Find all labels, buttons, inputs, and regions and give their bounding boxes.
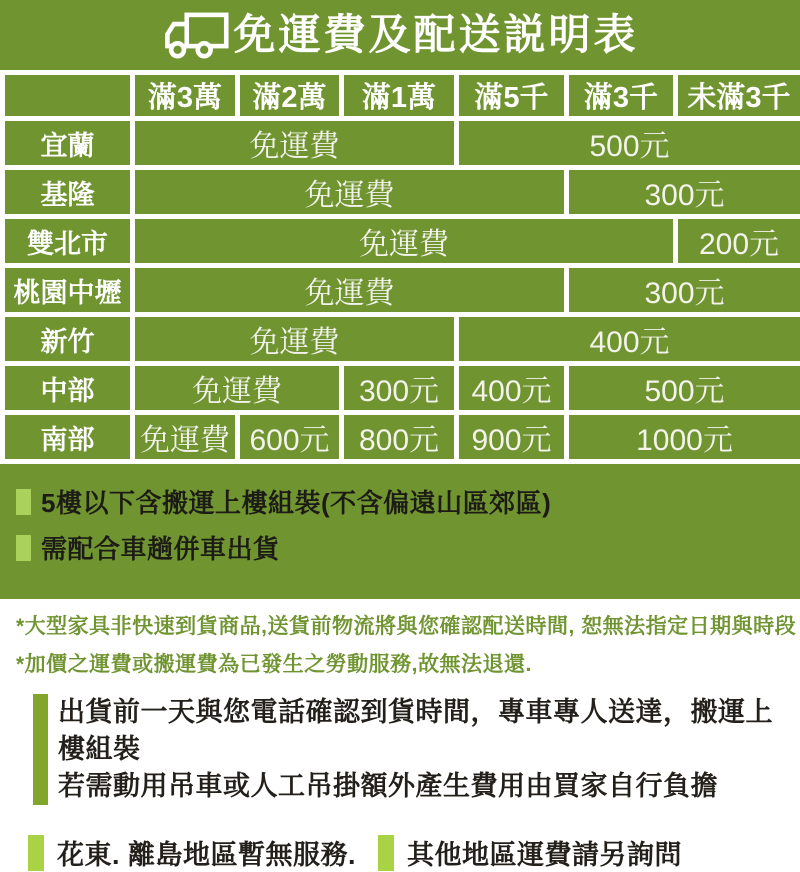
region-label: 桃園中壢 [3, 266, 133, 315]
square-bullet-icon [16, 535, 31, 561]
fee-cell: 800元 [342, 413, 457, 462]
fee-cell: 免運費 [133, 217, 676, 266]
note-other-areas [378, 833, 682, 872]
panel-notes [0, 464, 800, 599]
table-row-keelung [3, 168, 800, 217]
fee-cell: 免運費 [133, 119, 457, 168]
table-row-hsinchu [3, 315, 800, 364]
table-row-yilan [3, 119, 800, 168]
table-row-taipei [3, 217, 800, 266]
note-combined-shipping [16, 529, 800, 566]
fee-cell: 300元 [567, 266, 800, 315]
page-title: 免運費及配送説明表 [233, 14, 638, 56]
delivery-note-line1: 出貨前一天與您電話確認到貨時間，專車專人送達，搬運上樓組裝 [58, 694, 800, 768]
delivery-truck-icon [161, 12, 229, 60]
corner-cell [3, 73, 133, 119]
fee-cell: 500元 [567, 364, 800, 413]
region-label: 南部 [3, 413, 133, 462]
fine-print [16, 609, 800, 682]
note-text: 5樓以下含搬運上樓組裝(不含偏遠山區郊區) [41, 483, 551, 520]
table-row-taoyuan [3, 266, 800, 315]
fee-cell: 400元 [457, 315, 800, 364]
fee-cell: 免運費 [133, 413, 238, 462]
fee-cell: 900元 [457, 413, 567, 462]
table-row-central [3, 364, 800, 413]
region-label: 基隆 [3, 168, 133, 217]
square-bullet-icon [378, 835, 394, 871]
square-bullet-icon [16, 489, 31, 515]
column-header: 未滿3千 [676, 73, 800, 119]
note-text: 花東. 離島地區暫無服務. [57, 833, 356, 872]
fee-cell: 400元 [457, 364, 567, 413]
column-header: 滿3萬 [133, 73, 238, 119]
region-label: 雙北市 [3, 217, 133, 266]
region-label: 宜蘭 [3, 119, 133, 168]
bottom-notes [28, 833, 800, 872]
fee-cell: 免運費 [133, 315, 457, 364]
fine-print-line: *加價之運費或搬運費為已發生之勞動服務,故無法退還. [16, 647, 800, 682]
column-header: 滿3千 [567, 73, 676, 119]
fee-cell: 200元 [676, 217, 800, 266]
region-label: 中部 [3, 364, 133, 413]
note-floor-assembly [16, 483, 800, 520]
note-no-service-areas [28, 833, 356, 872]
vertical-bar-icon [33, 694, 48, 805]
lower-section [0, 599, 800, 872]
table-header-row [3, 73, 800, 119]
column-header: 滿2萬 [238, 73, 342, 119]
note-text: 其他地區運費請另詢問 [407, 833, 682, 872]
delivery-note [33, 694, 800, 805]
column-header: 滿5千 [457, 73, 567, 119]
fee-cell: 300元 [342, 364, 457, 413]
column-header: 滿1萬 [342, 73, 457, 119]
fee-cell: 300元 [567, 168, 800, 217]
table-row-south [3, 413, 800, 462]
delivery-note-text [58, 694, 800, 805]
fee-cell: 1000元 [567, 413, 800, 462]
fee-cell: 免運費 [133, 266, 567, 315]
region-label: 新竹 [3, 315, 133, 364]
delivery-note-line2: 若需動用吊車或人工吊掛額外產生費用由買家自行負擔 [58, 768, 800, 805]
shipping-fee-table [0, 70, 800, 464]
fee-cell: 500元 [457, 119, 800, 168]
note-text: 需配合車趟併車出貨 [41, 529, 280, 566]
fee-cell: 600元 [238, 413, 342, 462]
fee-cell: 免運費 [133, 168, 567, 217]
square-bullet-icon [28, 835, 44, 871]
header [0, 0, 800, 70]
fine-print-line: *大型家具非快速到貨商品,送貨前物流將與您確認配送時間, 恕無法指定日期與時段 [16, 609, 800, 644]
fee-cell: 免運費 [133, 364, 342, 413]
